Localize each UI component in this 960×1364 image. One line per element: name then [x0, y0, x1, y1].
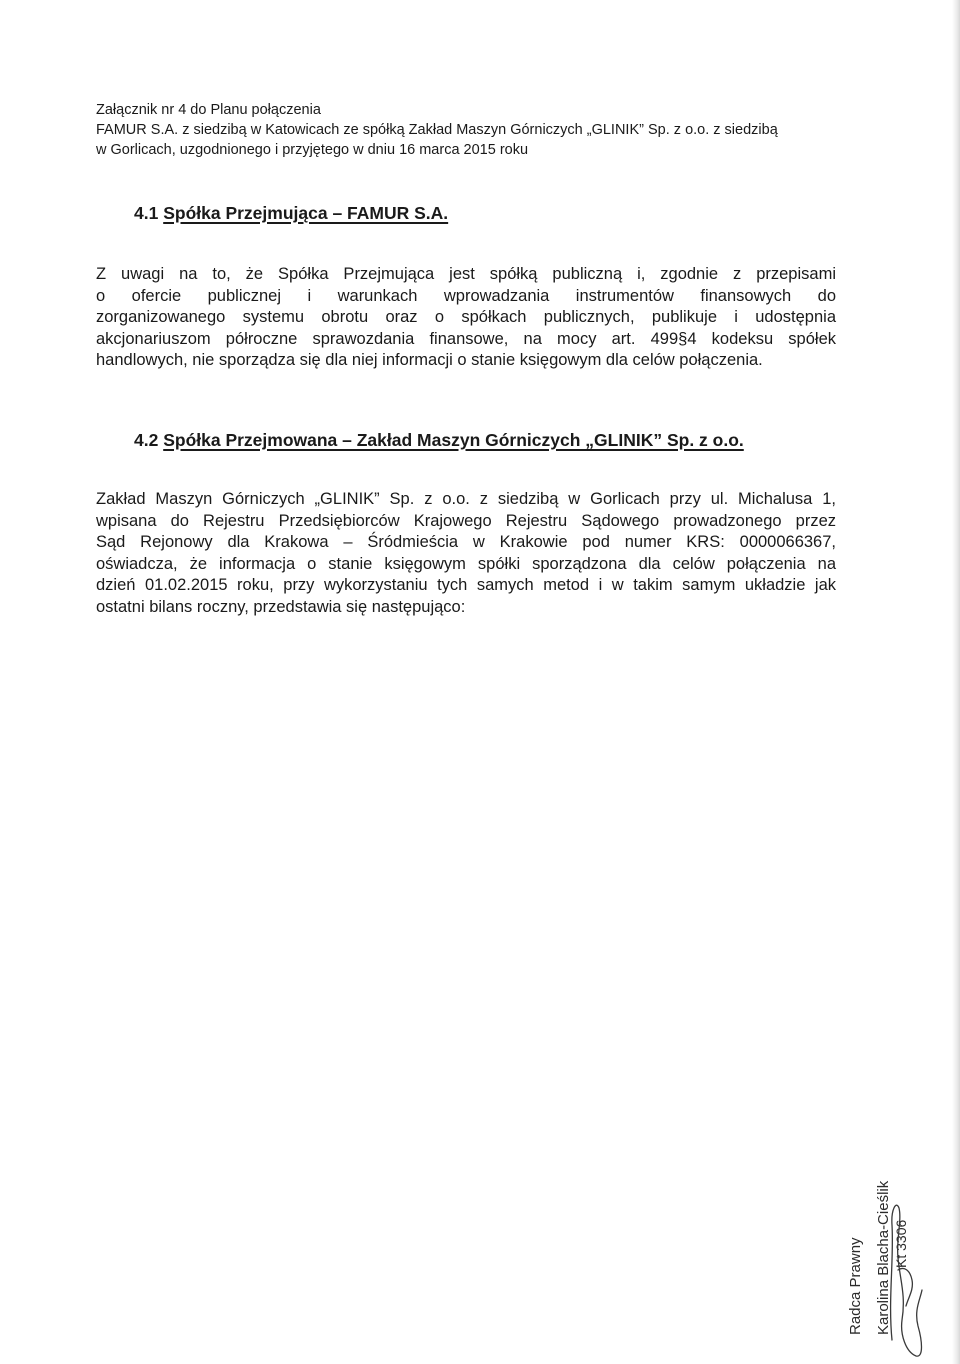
paragraph-acquiring-company: [96, 264, 836, 372]
section-heading-4-1: [134, 203, 448, 224]
paragraph-line: Z uwagi na to, że Spółka Przejmująca jest spółką publiczną i, zgodnie z przepisami: [96, 265, 836, 283]
paragraph-line: Zakład Maszyn Górniczych „GLINIK” Sp. z o.o. z siedzibą w Gorlicach przy ul. Michalusa 1,: [96, 490, 836, 508]
paragraph-acquired-company: [96, 489, 836, 619]
stamp-graphic: [836, 1130, 936, 1360]
stamp-name-text: Karolina Blacha-Cieślik: [875, 1180, 892, 1335]
paragraph-line: o ofercie publicznej i warunkach wprowadzania instrumentów finansowych do: [96, 286, 836, 305]
stamp-role-text: Radca Prawny: [847, 1237, 864, 1335]
section-number: 4.2: [134, 430, 159, 450]
document-header: [96, 100, 856, 160]
section-heading-4-2: [134, 430, 744, 451]
section-number: 4.1: [134, 203, 159, 223]
header-line-2: FAMUR S.A. z siedzibą w Katowicach ze spółką Zakład Maszyn Górniczych „GLINIK” Sp. z o.o. z siedzibą: [96, 122, 778, 138]
legal-counsel-stamp: [836, 1130, 936, 1360]
header-line-3: w Gorlicach, uzgodnionego i przyjętego w dniu 16 marca 2015 roku: [96, 142, 529, 158]
scan-edge-shadow: [952, 0, 960, 1364]
paragraph-line: handlowych, nie sporządza się dla niej informacji o stanie księgowym dla celów połączenia.: [96, 351, 763, 370]
stamp-number-text: Kt 3306: [893, 1219, 909, 1268]
section-title: Spółka Przejmowana – Zakład Maszyn Górniczych „GLINIK” Sp. z o.o.: [163, 430, 744, 450]
paragraph-line: wpisana do Rejestru Przedsiębiorców Krajowego Rejestru Sądowego prowadzonego przez: [96, 511, 836, 530]
paragraph-line: ostatni bilans roczny, przedstawia się następująco:: [96, 597, 466, 616]
header-line-1: Załącznik nr 4 do Planu połączenia: [96, 102, 321, 118]
paragraph-line: Sąd Rejonowy dla Krakowa – Śródmieścia w Krakowie pod numer KRS: 0000066367,: [96, 533, 836, 552]
paragraph-line: oświadcza, że informacja o stanie księgowym spółki sporządzona dla celów połączenia na: [96, 554, 836, 573]
paragraph-line: akcjonariuszom półroczne sprawozdania finansowe, na mocy art. 499§4 kodeksu spółek: [96, 329, 836, 348]
paragraph-line: zorganizowanego systemu obrotu oraz o spółkach publicznych, publikuje i udostępnia: [96, 308, 836, 327]
paragraph-line: dzień 01.02.2015 roku, przy wykorzystaniu tych samych metod i w takim samym układzie jak: [96, 576, 836, 595]
section-title: Spółka Przejmująca – FAMUR S.A.: [163, 203, 449, 223]
